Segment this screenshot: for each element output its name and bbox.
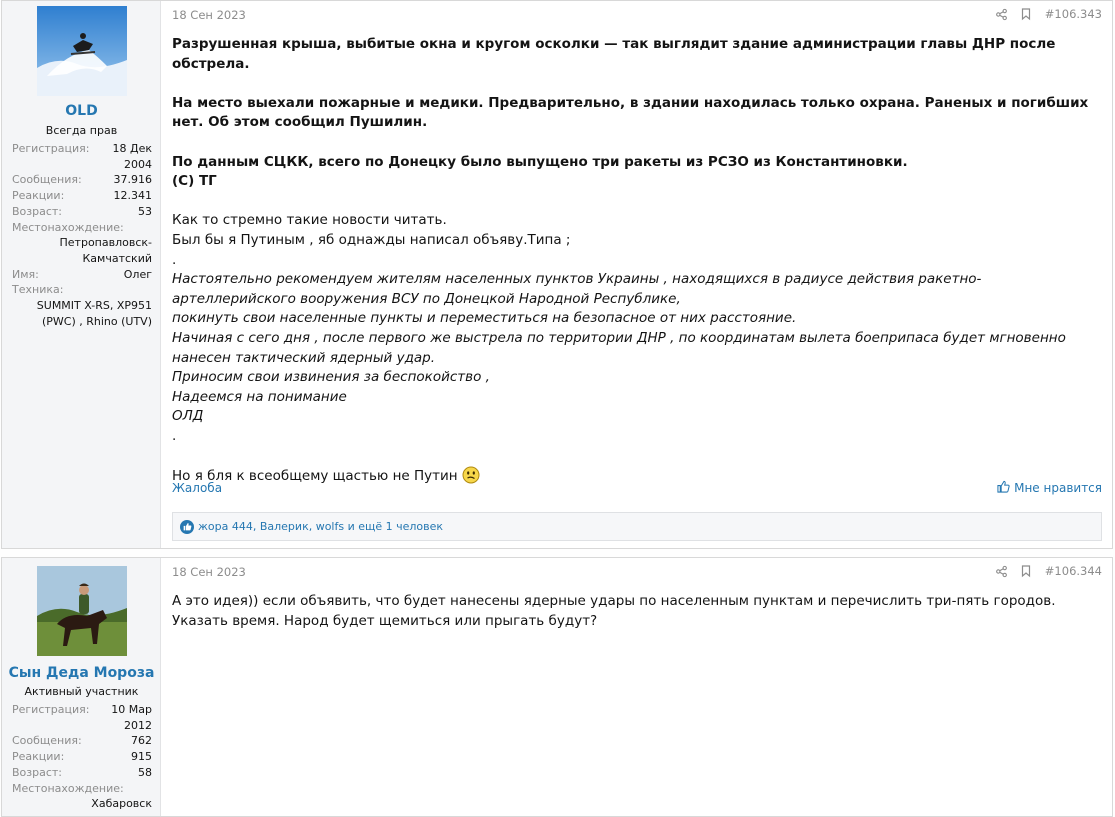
age-value: 53 bbox=[138, 204, 152, 218]
body-line: Но я бля к всеобщему щастью не Путин bbox=[172, 468, 458, 485]
age-value: 58 bbox=[138, 765, 152, 779]
post-date[interactable]: 18 Сен 2023 bbox=[172, 565, 246, 579]
user-title: Всегда прав bbox=[45, 124, 118, 137]
age-label: Возраст: bbox=[12, 765, 63, 779]
share-icon[interactable] bbox=[996, 9, 1007, 20]
user-title: Активный участник bbox=[24, 685, 139, 698]
avatar[interactable] bbox=[37, 6, 127, 96]
location-label: Местонахождение: bbox=[12, 220, 124, 234]
location-value-1: Хабаровск bbox=[91, 797, 152, 811]
body-line: Приносим свои извинения за беспокойство , bbox=[172, 369, 490, 386]
username[interactable]: OLD bbox=[65, 103, 98, 119]
post-106344 bbox=[1, 557, 1113, 817]
post-body bbox=[172, 35, 1104, 491]
age-label: Возраст: bbox=[12, 204, 63, 218]
username[interactable]: Сын Деда Мороза bbox=[8, 665, 155, 681]
body-line: Как то стремно такие новости читать. bbox=[172, 212, 447, 229]
reactions-bar[interactable] bbox=[172, 512, 1102, 541]
body-line: . bbox=[172, 427, 177, 444]
body-line-with-smiley bbox=[172, 466, 1104, 491]
post-header-tools bbox=[996, 564, 1102, 578]
post-date[interactable]: 18 Сен 2023 bbox=[172, 8, 246, 22]
share-icon[interactable] bbox=[996, 566, 1007, 577]
post-number[interactable]: #106.343 bbox=[1044, 7, 1102, 21]
body-line: На место выехали пожарные и медики. Предварительно, в здании находилась только охрана. Раненых и погибших нет. Об этом сообщил Пушилин. bbox=[172, 94, 1089, 131]
avatar[interactable] bbox=[37, 566, 127, 656]
tech-value-2: (PWC) , Rhino (UTV) bbox=[41, 314, 152, 328]
user-extra-info bbox=[12, 141, 152, 329]
smiley-icon bbox=[462, 466, 480, 491]
messages-label: Сообщения: bbox=[12, 173, 82, 187]
thumbs-up-icon bbox=[997, 480, 1010, 496]
post-body bbox=[172, 592, 1104, 631]
name-value: Олег bbox=[123, 267, 152, 281]
body-line: А это идея)) если объявить, что будет нанесены ядерные удары по населенным пунктам и перечислить три-пять городов. Указать время. Народ будет щемиться или прыгать будут? bbox=[172, 593, 1056, 629]
body-line: покинуть свои населенные пункты и переместиться на безопасное от них расстояние. bbox=[172, 310, 797, 327]
user-extra-info bbox=[12, 702, 152, 812]
bookmark-icon[interactable] bbox=[1021, 565, 1031, 577]
body-line: Разрушенная крыша, выбитые окна и кругом осколки — так выглядит здание администрации главы ДНР после обстрела. bbox=[172, 36, 1056, 72]
location-value-2: Камчатский bbox=[82, 251, 152, 265]
body-line: Был бы я Путиным , яб однажды написал объяву.Типа ; bbox=[172, 231, 571, 248]
body-line: Настоятельно рекомендуем жителям населенных пунктов Украины , находящихся в радиусе действия ракетно-артеллерийского вооружения ВСУ по Донецкой Народной Республике, bbox=[172, 271, 982, 307]
post-106343 bbox=[1, 0, 1113, 549]
body-line: (С) ТГ bbox=[172, 173, 217, 190]
body-line: . bbox=[172, 251, 177, 268]
registration-label: Регистрация: bbox=[12, 142, 90, 155]
location-label: Местонахождение: bbox=[12, 781, 124, 795]
body-line: По данным СЦКК, всего по Донецку было выпущено три ракеты из РСЗО из Константиновки. bbox=[172, 153, 908, 170]
like-reaction-icon bbox=[180, 520, 194, 534]
tech-value-1: SUMMIT X-RS, XP951 bbox=[36, 299, 152, 313]
registration-value: 18 Дек 2004 bbox=[112, 142, 152, 171]
post-header-tools bbox=[996, 7, 1102, 21]
registration-value: 10 Мар 2012 bbox=[111, 703, 152, 732]
registration-label: Регистрация: bbox=[12, 703, 90, 716]
like-label: Мне нравится bbox=[1014, 481, 1102, 495]
reactions-label: Реакции: bbox=[12, 189, 65, 203]
like-button[interactable] bbox=[997, 480, 1102, 496]
messages-label: Сообщения: bbox=[12, 734, 82, 748]
post-main bbox=[162, 558, 1112, 816]
post-main bbox=[162, 1, 1112, 548]
body-line: ОЛД bbox=[172, 408, 204, 425]
user-sidebar bbox=[2, 1, 161, 548]
reactions-label: Реакции: bbox=[12, 750, 65, 764]
reactions-value: 915 bbox=[131, 750, 152, 764]
reactions-list[interactable]: жора 444, Валерик, wolfs и ещё 1 человек bbox=[198, 520, 444, 533]
bookmark-icon[interactable] bbox=[1021, 8, 1031, 20]
body-line: Надеемся на понимание bbox=[172, 388, 347, 405]
messages-value[interactable]: 37.916 bbox=[113, 173, 152, 187]
post-number[interactable]: #106.344 bbox=[1044, 564, 1102, 578]
name-label: Имя: bbox=[12, 267, 39, 281]
user-sidebar bbox=[2, 558, 161, 816]
report-link[interactable]: Жалоба bbox=[172, 481, 223, 495]
tech-label: Техника: bbox=[12, 283, 64, 297]
reactions-value: 12.341 bbox=[113, 189, 152, 203]
body-line: Начиная с сего дня , после первого же выстрела по территории ДНР , по координатам вылета боеприпаса будет мгновенно нанесен тактический ядерный удар. bbox=[172, 329, 1066, 366]
messages-value[interactable]: 762 bbox=[131, 734, 152, 748]
location-value-1: Петропавловск- bbox=[59, 236, 152, 250]
